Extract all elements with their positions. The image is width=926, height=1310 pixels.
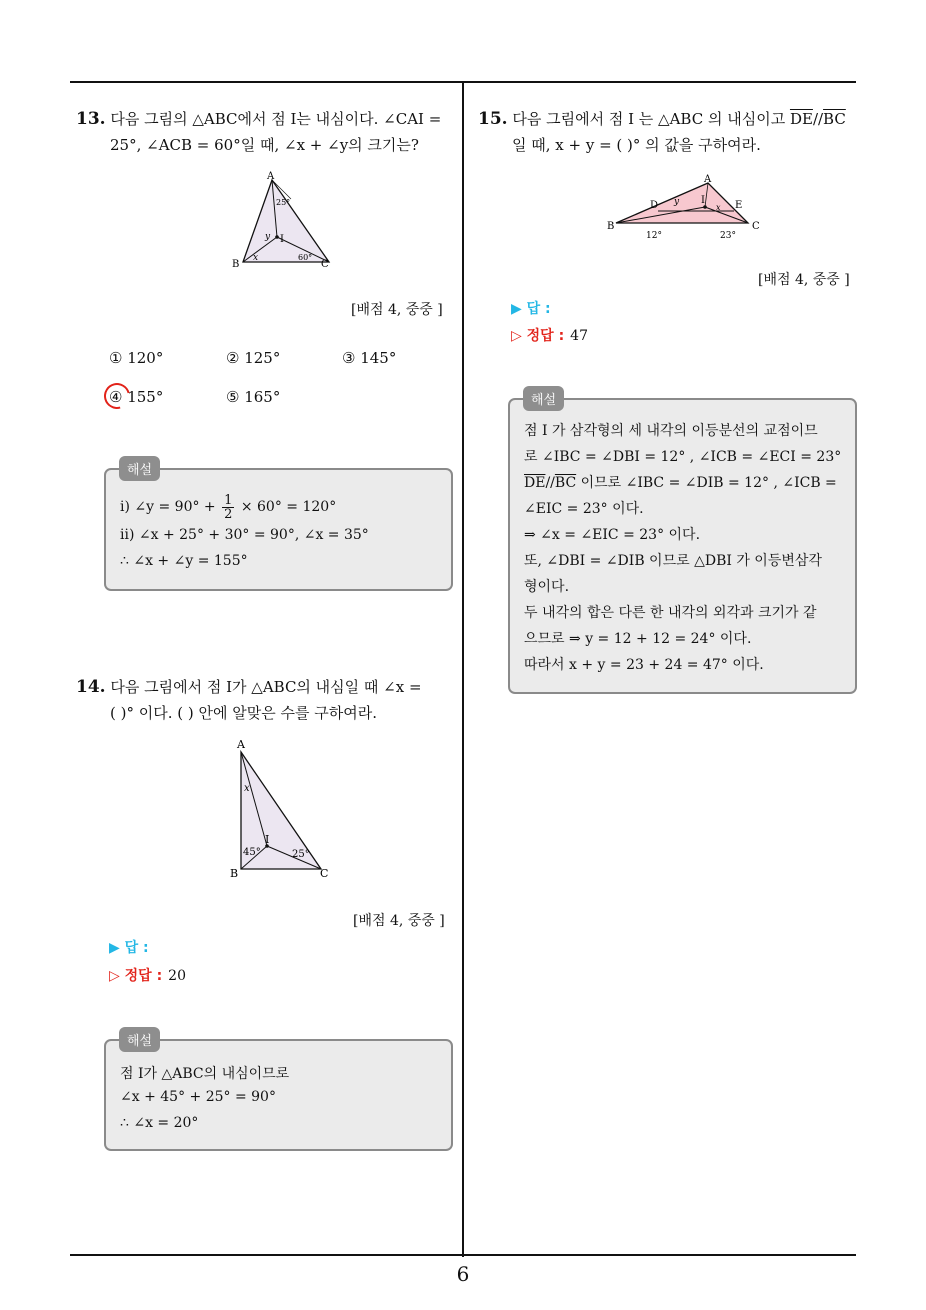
fraction-denominator: 2 <box>224 506 233 522</box>
solution-15-line9: 으므로 ⇒ y = 12 + 12 = 24° 이다. <box>524 631 752 647</box>
question-15-line1 <box>478 106 858 132</box>
question-13 <box>76 106 456 158</box>
label-a: A <box>237 738 245 751</box>
solution-13-line2: ⅱ) ∠x + 25° + 30° = 90°, ∠x = 35° <box>120 527 369 543</box>
correct-answer-14 <box>109 965 186 985</box>
label-angle-25: 25° <box>276 198 291 207</box>
question-14-text-line2: ( )° 이다. ( ) 안에 알맞은 수를 구하여라. <box>110 704 377 722</box>
label-angle-23: 23° <box>720 231 736 241</box>
solution-15-line1: 점 I 가 삼각형의 세 내각의 이등분선의 교점이므 <box>524 423 818 439</box>
choice-1[interactable]: ① 120° <box>109 349 164 367</box>
label-x: x <box>244 783 250 794</box>
question-14-meta: [배점 4, 중중 ] <box>353 913 445 929</box>
solution-15-line4: ∠EIC = 23° 이다. <box>524 501 644 517</box>
label-angle-25: 25° <box>292 849 310 860</box>
solution-14-line3: ∴ ∠x = 20° <box>120 1115 199 1131</box>
correct-value-15: 47 <box>570 328 588 344</box>
choice-3[interactable]: ③ 145° <box>342 349 397 367</box>
label-b: B <box>607 221 615 232</box>
label-x: x <box>716 203 721 212</box>
question-15-figure <box>602 170 764 242</box>
label-angle-45: 45° <box>243 847 261 858</box>
solution-tag-15: 해설 <box>523 386 564 411</box>
correct-value-14: 20 <box>168 968 186 984</box>
parallel-sign: // <box>812 110 824 128</box>
triangle-abc <box>243 180 329 262</box>
solution-15-line7: 형이다. <box>524 579 570 595</box>
solution-13-line3: ∴ ∠x + ∠y = 155° <box>120 553 248 569</box>
label-y: y <box>265 232 271 242</box>
question-14-figure <box>225 735 337 880</box>
question-15 <box>478 106 858 158</box>
solution-15-line2: 로 ∠IBC = ∠DBI = 12° , ∠ICB = ∠ECI = 23° <box>524 449 842 465</box>
question-14-line1 <box>76 674 456 700</box>
fraction-numerator: 1 <box>224 492 233 508</box>
label-angle-60: 60° <box>298 253 313 262</box>
point-i <box>275 235 279 239</box>
label-y: y <box>674 197 680 207</box>
label-angle-12: 12° <box>646 231 662 241</box>
label-d: D <box>650 200 659 211</box>
solution-14-line2: ∠x + 45° + 25° = 90° <box>120 1089 276 1105</box>
label-e: E <box>735 200 743 211</box>
choice-2[interactable]: ② 125° <box>226 349 281 367</box>
question-15-number: 15. <box>478 109 508 129</box>
question-13-figure <box>225 170 335 272</box>
answer-label-14: ▶ 답 : <box>109 940 149 956</box>
solution-box-13 <box>104 468 453 591</box>
solution-13-line1 <box>120 492 336 522</box>
label-i: I <box>280 234 284 245</box>
question-14-text-line1: 다음 그림에서 점 I가 △ABC의 내심일 때 ∠x = <box>110 678 422 696</box>
solution-15-line8: 두 내각의 합은 다른 한 내각의 외각과 크기가 같 <box>524 605 817 621</box>
correct-label-14: ▷ 정답 : <box>109 968 163 984</box>
correct-answer-15 <box>511 325 588 345</box>
segment-bc-label: $\overline{BC}$ <box>823 110 846 128</box>
solution-15-line5: ⇒ ∠x = ∠EIC = 23° 이다. <box>524 527 701 543</box>
solution-tag-14: 해설 <box>119 1027 160 1052</box>
triangle-abc <box>616 183 748 223</box>
label-c: C <box>321 259 329 270</box>
label-a: A <box>267 171 275 182</box>
segment-de-label: $\overline{DE}$ <box>789 110 813 128</box>
question-15-text-line2: 일 때, x + y = ( )° 의 값을 구하여라. <box>512 136 761 154</box>
label-i: I <box>265 833 270 846</box>
label-i: I <box>701 195 705 206</box>
solution-13-line1-start: ⅰ) ∠y = 90° + <box>120 499 216 515</box>
solution-15-line10: 따라서 x + y = 23 + 24 = 47° 이다. <box>524 657 764 673</box>
choice-4[interactable]: ④ 155° <box>109 388 164 406</box>
answer-label-15: ▶ 답 : <box>511 301 551 317</box>
question-13-text-line2: 25°, ∠ACB = 60°일 때, ∠x + ∠y의 크기는? <box>110 136 419 154</box>
solution-15-line3-text: 이므로 ∠IBC = ∠DIB = 12° , ∠ICB = <box>576 475 837 491</box>
page-number: 6 <box>456 1262 470 1286</box>
fraction-one-half <box>222 494 234 521</box>
choice-5[interactable]: ⑤ 165° <box>226 388 281 406</box>
solution-box-15 <box>508 398 857 694</box>
label-x: x <box>253 253 259 263</box>
label-c: C <box>320 867 329 880</box>
parallel-sign: // <box>545 475 555 491</box>
column-divider <box>462 82 464 1257</box>
segment-de-label: $\overline{DE}$ <box>524 475 546 491</box>
label-c: C <box>752 221 760 232</box>
question-15-text-line1: 다음 그림에서 점 I 는 △ABC 의 내심이고 <box>512 110 790 128</box>
solution-box-14 <box>104 1039 453 1151</box>
label-b: B <box>230 867 239 880</box>
solution-tag-13: 해설 <box>119 456 160 481</box>
solution-14-line1: 점 I가 △ABC의 내심이므로 <box>120 1066 290 1082</box>
question-14-number: 14. <box>76 677 106 697</box>
question-13-meta: [배점 4, 중중 ] <box>351 302 443 318</box>
segment-bc-label: $\overline{BC}$ <box>554 475 577 491</box>
question-13-text-line1: 다음 그림의 △ABC에서 점 I는 내심이다. ∠CAI = <box>110 110 442 128</box>
label-b: B <box>232 259 240 270</box>
question-13-number: 13. <box>76 109 106 129</box>
solution-15-line3 <box>524 472 837 492</box>
selected-answer-circle <box>99 378 135 414</box>
solution-13-line1-end: × 60° = 120° <box>240 499 337 515</box>
question-14 <box>76 674 456 726</box>
correct-label-15: ▷ 정답 : <box>511 328 565 344</box>
question-15-meta: [배점 4, 중중 ] <box>758 272 850 288</box>
solution-15-line6: 또, ∠DBI = ∠DIB 이므로 △DBI 가 이등변삼각 <box>524 553 822 569</box>
label-a: A <box>704 174 712 185</box>
question-13-line1 <box>76 106 456 132</box>
bottom-rule <box>70 1254 856 1256</box>
